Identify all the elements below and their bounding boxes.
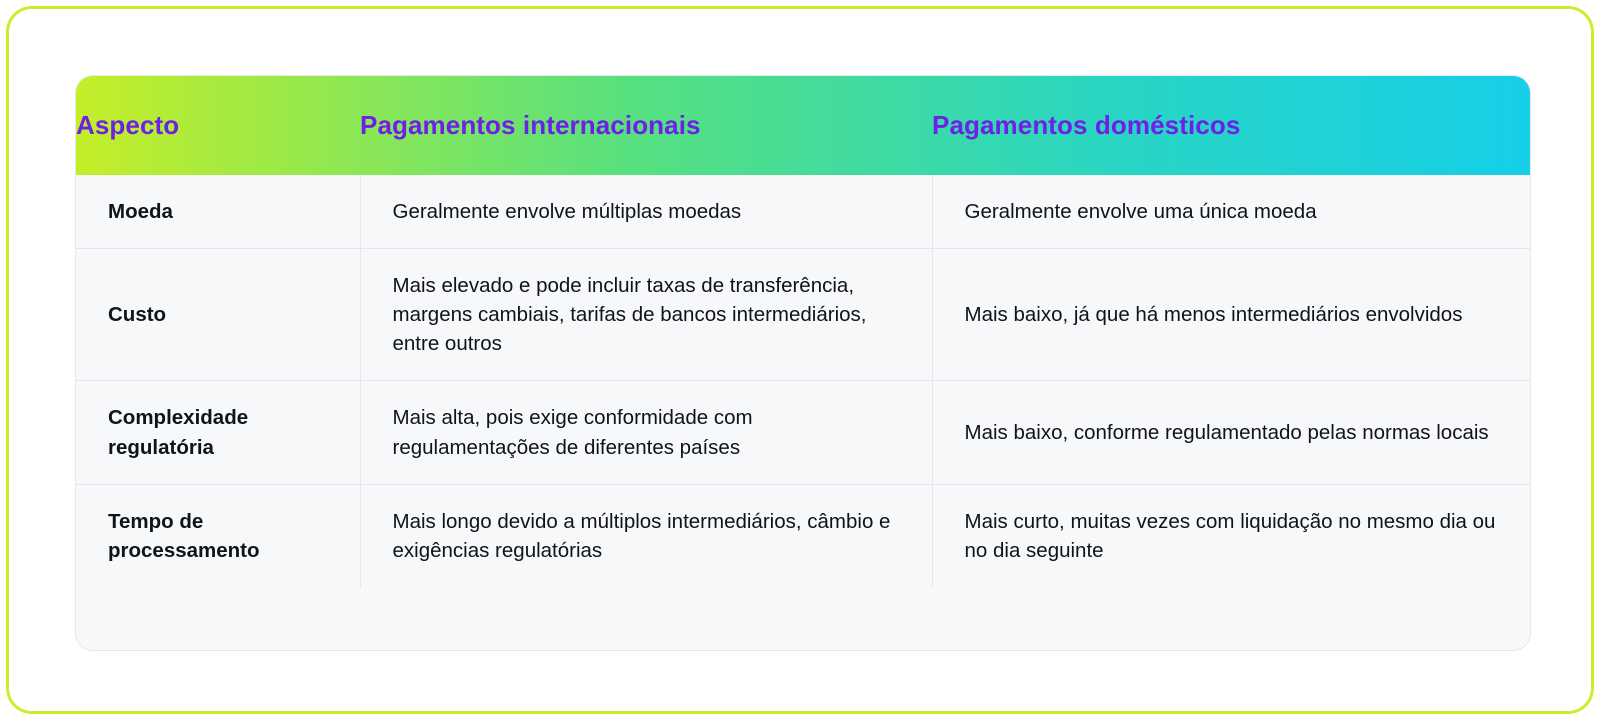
cell-domestic: Geralmente envolve uma única moeda bbox=[932, 175, 1530, 249]
cell-domestic: Mais baixo, conforme regulamentado pelas normas locais bbox=[932, 381, 1530, 484]
table-body bbox=[76, 175, 1530, 587]
cell-domestic: Mais curto, muitas vezes com liquidação no mesmo dia ou no dia seguinte bbox=[964, 509, 1496, 562]
table-row bbox=[76, 484, 1530, 587]
table-row bbox=[76, 249, 1530, 381]
table-row bbox=[76, 381, 1530, 484]
cell-aspect: Complexidade regulatória bbox=[76, 381, 360, 484]
cell-international: Mais elevado e pode incluir taxas de transferência, margens cambiais, tarifas de bancos intermediários, entre outros bbox=[360, 249, 932, 381]
cell-international: Mais longo devido a múltiplos intermediários, câmbio e exigências regulatórias bbox=[360, 484, 932, 587]
cell-aspect: Custo bbox=[76, 249, 360, 381]
header-row bbox=[76, 76, 1530, 175]
column-header-aspect: Aspecto bbox=[76, 110, 180, 140]
cell-international: Mais alta, pois exige conformidade com regulamentações de diferentes países bbox=[360, 381, 932, 484]
table-row bbox=[76, 175, 1530, 249]
cell-domestic: Mais baixo, já que há menos intermediários envolvidos bbox=[932, 249, 1530, 381]
page-frame bbox=[6, 6, 1594, 714]
column-header-domestic: Pagamentos domésticos bbox=[932, 110, 1241, 140]
cell-international: Geralmente envolve múltiplas moedas bbox=[360, 175, 932, 249]
cell-aspect: Moeda bbox=[76, 175, 360, 249]
comparison-panel bbox=[75, 75, 1531, 651]
comparison-table bbox=[76, 76, 1530, 587]
table-header bbox=[76, 76, 1530, 175]
cell-aspect: Tempo de processamento bbox=[76, 484, 360, 587]
column-header-international: Pagamentos internacionais bbox=[360, 110, 701, 140]
